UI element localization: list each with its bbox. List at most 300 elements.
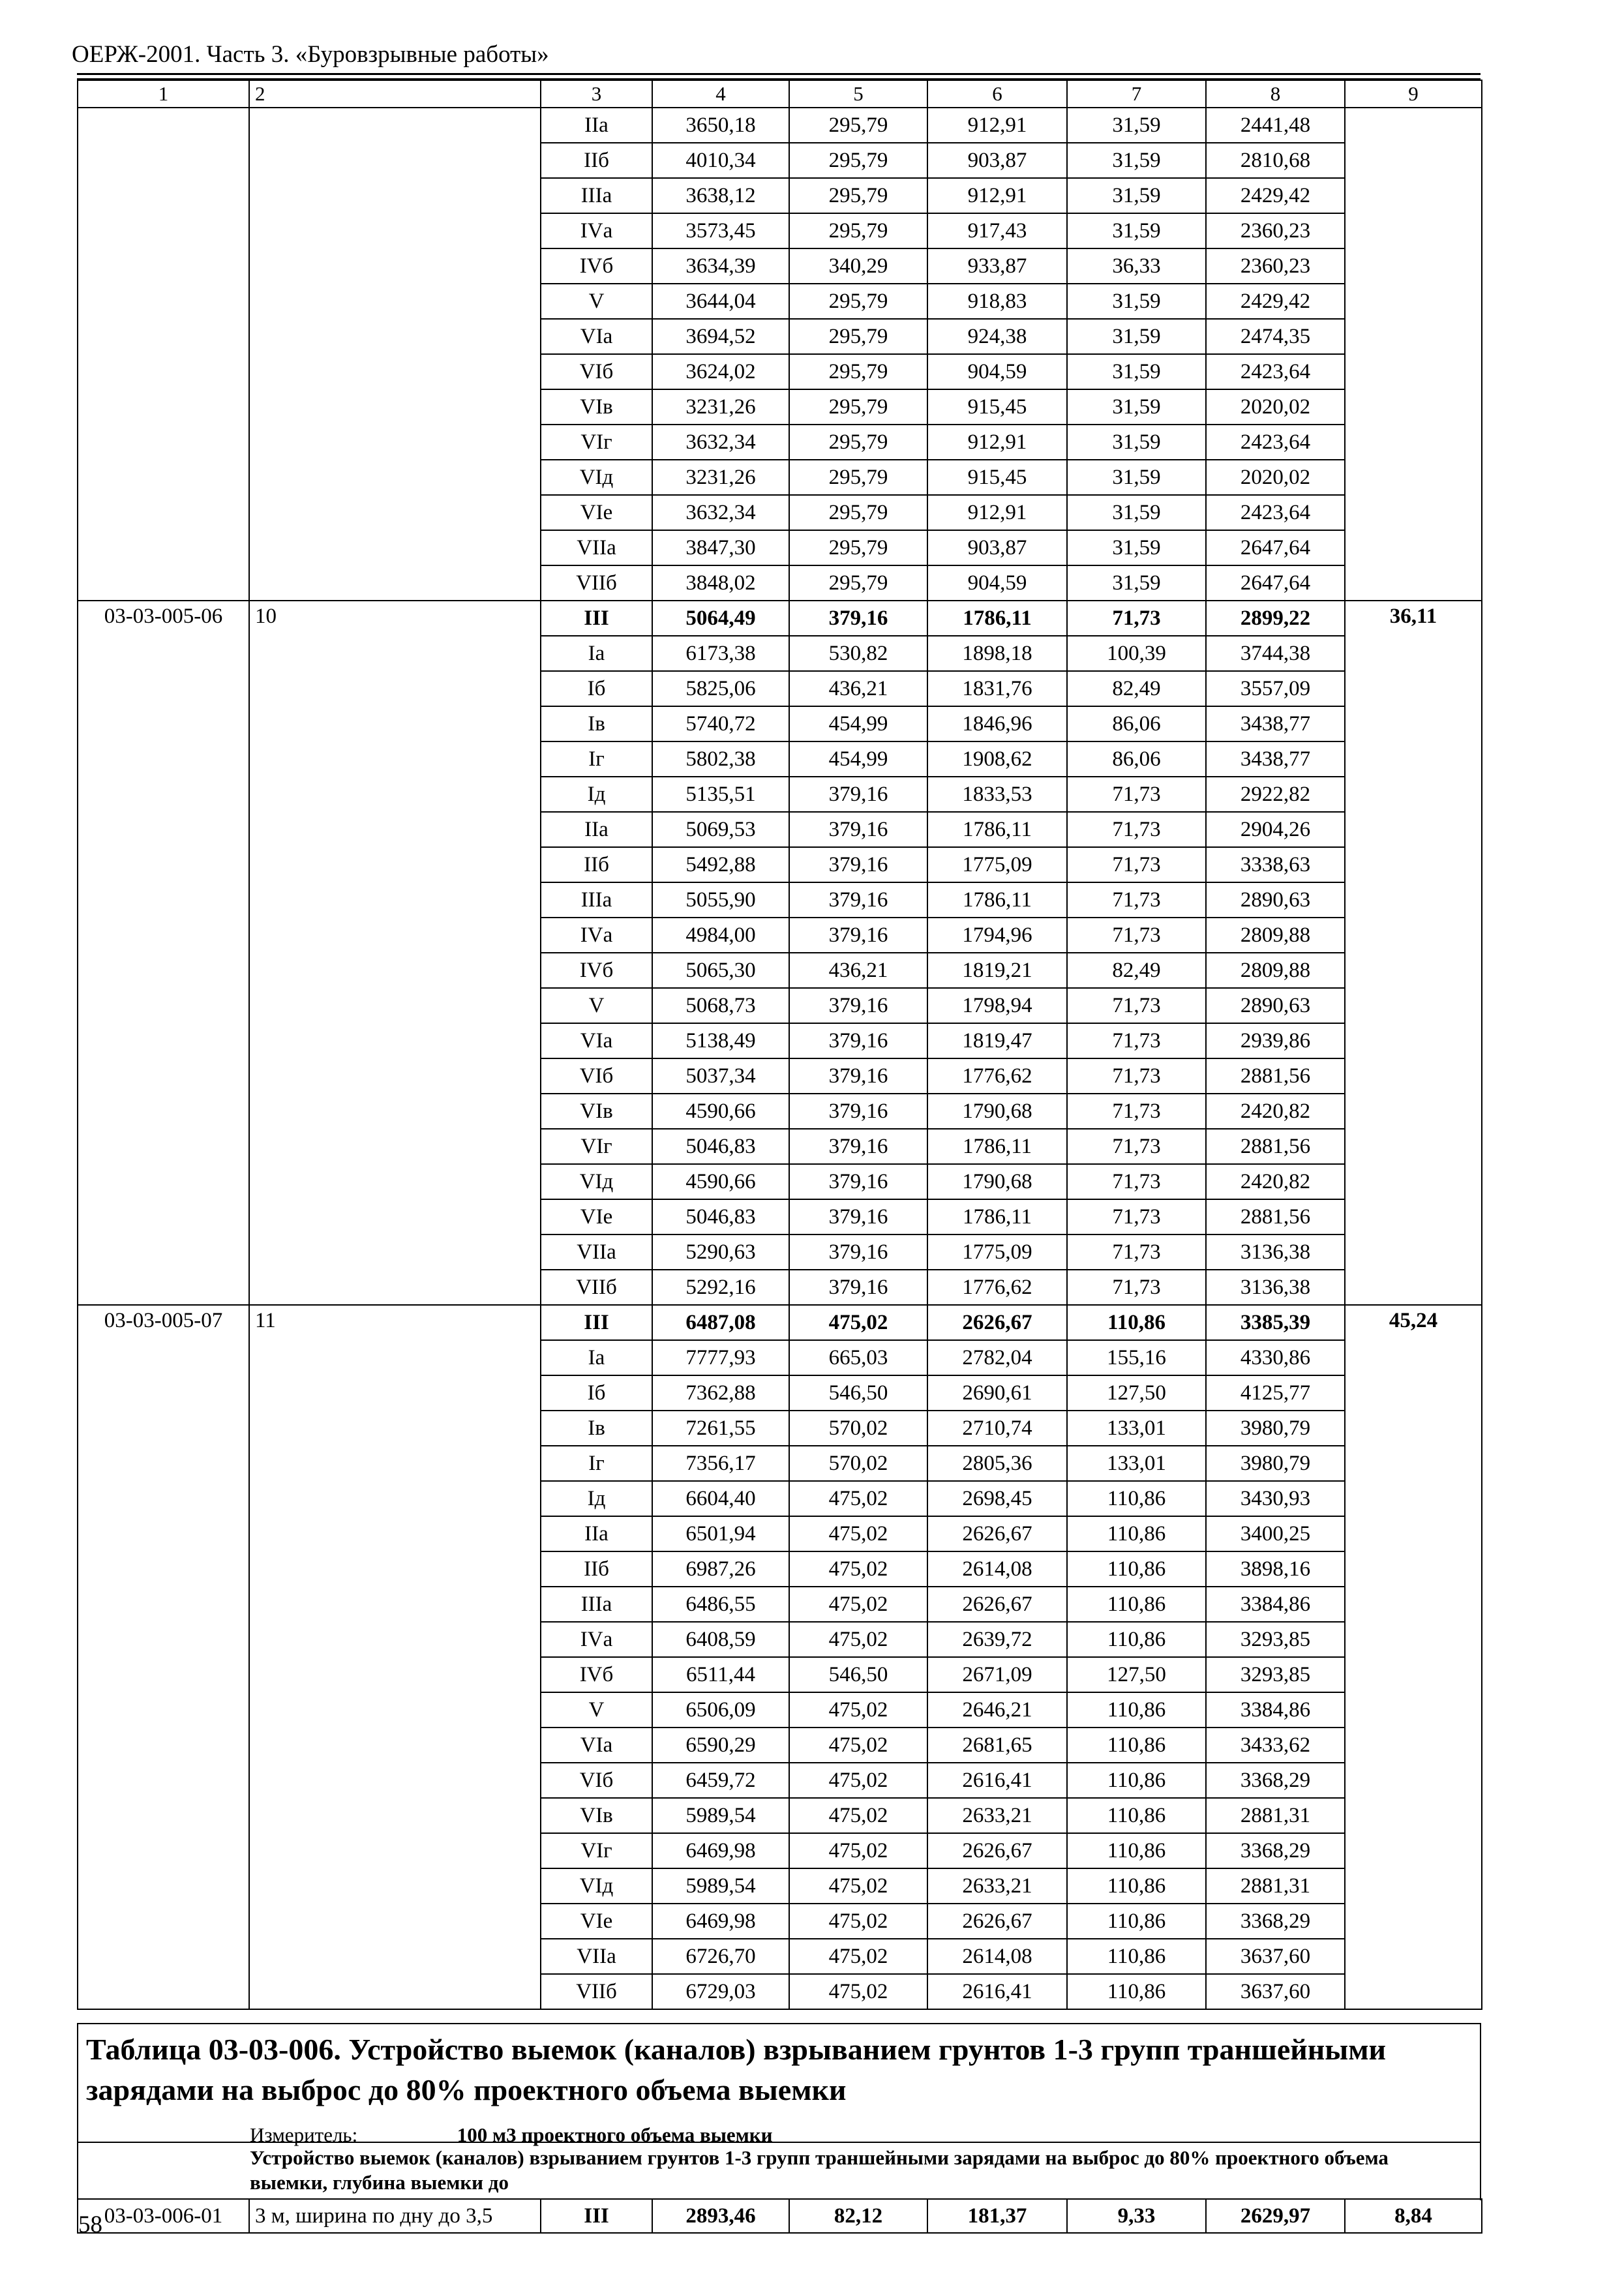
- row-zone: VIв: [541, 1094, 652, 1129]
- row-value: 5055,90: [652, 882, 789, 918]
- row-value: 3637,60: [1206, 1974, 1345, 2009]
- table-row: [78, 495, 1482, 530]
- row-name: 11: [249, 1305, 541, 1340]
- row-value: 2474,35: [1206, 319, 1345, 354]
- row-code-empty: [78, 1375, 249, 1411]
- row-value: 5138,49: [652, 1023, 789, 1058]
- row-value: 2626,67: [927, 1516, 1067, 1551]
- row-value: 295,79: [789, 143, 927, 178]
- table-row: [78, 1094, 1482, 1129]
- row-value: 2429,42: [1206, 284, 1345, 319]
- row-value: 6487,08: [652, 1305, 789, 1340]
- row-name-empty: [249, 1939, 541, 1974]
- row-value: 1786,11: [927, 1129, 1067, 1164]
- row-value: 71,73: [1067, 1164, 1206, 1199]
- unit-value: 100 м3 проектного объема выемки: [457, 2123, 773, 2146]
- row-value-empty: [1345, 1270, 1482, 1305]
- row-zone: VIв: [541, 1798, 652, 1833]
- row-value: 3368,29: [1206, 1763, 1345, 1798]
- row-value: 912,91: [927, 178, 1067, 213]
- table-006-description: [77, 2142, 1481, 2200]
- table-row: [78, 1551, 1482, 1587]
- row-value: 3231,26: [652, 389, 789, 425]
- table-row: [78, 1904, 1482, 1939]
- row-zone: V: [541, 284, 652, 319]
- row-code-empty: [78, 1622, 249, 1657]
- row-name-empty: [249, 1587, 541, 1622]
- row-value: 295,79: [789, 213, 927, 248]
- row-name-empty: [249, 248, 541, 284]
- row-value: 31,59: [1067, 425, 1206, 460]
- row-name-empty: [249, 847, 541, 882]
- table-row: [78, 812, 1482, 847]
- row-value-empty: [1345, 1728, 1482, 1763]
- column-number: 4: [652, 80, 789, 108]
- row-value-empty: [1345, 1516, 1482, 1551]
- row-value: 2881,31: [1206, 1868, 1345, 1904]
- row-value: 5989,54: [652, 1798, 789, 1833]
- table-row: [78, 1833, 1482, 1868]
- running-header: ОЕРЖ-2001. Часть 3. «Буровзрывные работы»: [72, 41, 549, 68]
- row-value-empty: [1345, 1551, 1482, 1587]
- row-value: 295,79: [789, 530, 927, 565]
- row-value: 3898,16: [1206, 1551, 1345, 1587]
- row-value: 71,73: [1067, 1129, 1206, 1164]
- row-value: 110,86: [1067, 1622, 1206, 1657]
- row-zone: VIе: [541, 1904, 652, 1939]
- row-name-empty: [249, 495, 541, 530]
- table-row: [78, 143, 1482, 178]
- row-code-empty: [78, 636, 249, 671]
- table-row: [78, 741, 1482, 777]
- row-code-empty: [78, 1129, 249, 1164]
- row-value: 3638,12: [652, 178, 789, 213]
- table-row: [78, 1657, 1482, 1692]
- row-code-empty: [78, 953, 249, 988]
- row-code-empty: [78, 1798, 249, 1833]
- row-value: 2420,82: [1206, 1094, 1345, 1129]
- table-row: [78, 1305, 1482, 1340]
- row-value: 3384,86: [1206, 1587, 1345, 1622]
- row-value: 3634,39: [652, 248, 789, 284]
- row-code-empty: [78, 248, 249, 284]
- row-value: 36,33: [1067, 248, 1206, 284]
- row-value: 31,59: [1067, 143, 1206, 178]
- row-value: 86,06: [1067, 706, 1206, 741]
- row-value: 2429,42: [1206, 178, 1345, 213]
- row-value: 6469,98: [652, 1904, 789, 1939]
- row-name-empty: [249, 319, 541, 354]
- row-value: 7261,55: [652, 1411, 789, 1446]
- row-value: 2616,41: [927, 1974, 1067, 2009]
- table-row: [78, 565, 1482, 601]
- table-row: [78, 1411, 1482, 1446]
- row-value: 933,87: [927, 248, 1067, 284]
- row-name-empty: [249, 1481, 541, 1516]
- row-zone: IIIа: [541, 882, 652, 918]
- row-code-empty: [78, 1058, 249, 1094]
- row-value: 295,79: [789, 495, 927, 530]
- row-value: 2681,65: [927, 1728, 1067, 1763]
- row-value: 379,16: [789, 777, 927, 812]
- row-value: 912,91: [927, 495, 1067, 530]
- row-value-empty: [1345, 1974, 1482, 2009]
- row-value: 2423,64: [1206, 495, 1345, 530]
- row-value: 110,86: [1067, 1868, 1206, 1904]
- row-value: 3557,09: [1206, 671, 1345, 706]
- row-value-empty: [1345, 108, 1482, 143]
- row-value: 918,83: [927, 284, 1067, 319]
- row-value: 6173,38: [652, 636, 789, 671]
- row-value-empty: [1345, 1692, 1482, 1728]
- row-value: 31,59: [1067, 495, 1206, 530]
- table-row: [78, 1939, 1482, 1974]
- row-value: 8,84: [1345, 2199, 1482, 2233]
- row-value-empty: [1345, 741, 1482, 777]
- row-value: 379,16: [789, 847, 927, 882]
- row-value: 82,49: [1067, 953, 1206, 988]
- row-zone: Iг: [541, 1446, 652, 1481]
- row-zone: IIа: [541, 108, 652, 143]
- column-number: 7: [1067, 80, 1206, 108]
- row-zone: IVб: [541, 953, 652, 988]
- row-value: 2441,48: [1206, 108, 1345, 143]
- row-code-empty: [78, 671, 249, 706]
- row-value: 546,50: [789, 1375, 927, 1411]
- row-value: 71,73: [1067, 1023, 1206, 1058]
- row-value-empty: [1345, 460, 1482, 495]
- row-value: 2881,56: [1206, 1199, 1345, 1234]
- row-value: 379,16: [789, 882, 927, 918]
- row-value: 110,86: [1067, 1481, 1206, 1516]
- row-value: 379,16: [789, 918, 927, 953]
- row-zone: IIб: [541, 1551, 652, 1587]
- table-row: [78, 1622, 1482, 1657]
- row-value: 2698,45: [927, 1481, 1067, 1516]
- row-code-empty: [78, 1164, 249, 1199]
- row-value: 3384,86: [1206, 1692, 1345, 1728]
- row-value-empty: [1345, 389, 1482, 425]
- column-number: 6: [927, 80, 1067, 108]
- row-value: 475,02: [789, 1763, 927, 1798]
- row-value: 31,59: [1067, 178, 1206, 213]
- row-value: 295,79: [789, 389, 927, 425]
- row-value: 1819,21: [927, 953, 1067, 988]
- row-value: 7777,93: [652, 1340, 789, 1375]
- row-value: 295,79: [789, 284, 927, 319]
- row-code-empty: [78, 530, 249, 565]
- row-value-empty: [1345, 1798, 1482, 1833]
- row-zone: VIб: [541, 1058, 652, 1094]
- row-value: 5046,83: [652, 1199, 789, 1234]
- row-value: 3694,52: [652, 319, 789, 354]
- row-value: 71,73: [1067, 847, 1206, 882]
- row-code-empty: [78, 1833, 249, 1868]
- row-code-empty: [78, 1023, 249, 1058]
- row-code-empty: [78, 918, 249, 953]
- row-zone: IIа: [541, 812, 652, 847]
- row-value: 475,02: [789, 1481, 927, 1516]
- row-value: 127,50: [1067, 1375, 1206, 1411]
- table-row: [78, 1974, 1482, 2009]
- row-zone: IVа: [541, 918, 652, 953]
- row-name-empty: [249, 1974, 541, 2009]
- row-value-empty: [1345, 671, 1482, 706]
- row-value: 1786,11: [927, 812, 1067, 847]
- row-value: 5068,73: [652, 988, 789, 1023]
- row-value: 1898,18: [927, 636, 1067, 671]
- row-value: 3136,38: [1206, 1234, 1345, 1270]
- row-zone: VIд: [541, 1868, 652, 1904]
- row-code: 03-03-005-07: [78, 1305, 249, 1340]
- row-value: 379,16: [789, 601, 927, 636]
- row-value: 31,59: [1067, 108, 1206, 143]
- row-value: 295,79: [789, 425, 927, 460]
- row-zone: VIб: [541, 1763, 652, 1798]
- row-value: 2614,08: [927, 1939, 1067, 1974]
- row-zone: VIд: [541, 1164, 652, 1199]
- row-value: 110,86: [1067, 1728, 1206, 1763]
- row-value: 4590,66: [652, 1094, 789, 1129]
- row-code-empty: [78, 284, 249, 319]
- column-number: 2: [249, 80, 541, 108]
- row-code-empty: [78, 143, 249, 178]
- row-zone: IVб: [541, 248, 652, 284]
- row-zone: VIе: [541, 1199, 652, 1234]
- row-value: 915,45: [927, 460, 1067, 495]
- row-value: 379,16: [789, 1129, 927, 1164]
- row-value-empty: [1345, 565, 1482, 601]
- row-value: 436,21: [789, 953, 927, 988]
- table-006-header: [77, 2023, 1481, 2153]
- row-code-empty: [78, 1094, 249, 1129]
- row-value: 5492,88: [652, 847, 789, 882]
- row-value-empty: [1345, 143, 1482, 178]
- row-zone: IIа: [541, 1516, 652, 1551]
- row-zone: VIд: [541, 460, 652, 495]
- row-name-empty: [249, 1833, 541, 1868]
- row-value: 3644,04: [652, 284, 789, 319]
- row-code-empty: [78, 1481, 249, 1516]
- row-name-empty: [249, 460, 541, 495]
- row-value: 3847,30: [652, 530, 789, 565]
- row-value: 912,91: [927, 108, 1067, 143]
- row-code-empty: [78, 812, 249, 847]
- row-value-empty: [1345, 636, 1482, 671]
- row-code-empty: [78, 706, 249, 741]
- column-number: 1: [78, 80, 249, 108]
- column-number: 5: [789, 80, 927, 108]
- row-value: 2939,86: [1206, 1023, 1345, 1058]
- table-row: [78, 530, 1482, 565]
- row-value: 7356,17: [652, 1446, 789, 1481]
- row-zone: IVа: [541, 213, 652, 248]
- row-value: 2629,97: [1206, 2199, 1345, 2233]
- row-value: 3980,79: [1206, 1446, 1345, 1481]
- row-value: 1794,96: [927, 918, 1067, 953]
- row-value: 3293,85: [1206, 1622, 1345, 1657]
- row-code-empty: [78, 1234, 249, 1270]
- row-name-empty: [249, 777, 541, 812]
- row-value: 475,02: [789, 1868, 927, 1904]
- table-row: [78, 2199, 1482, 2233]
- row-value: 2671,09: [927, 1657, 1067, 1692]
- row-name-empty: [249, 1199, 541, 1234]
- row-value: 379,16: [789, 1094, 927, 1129]
- table-row: [78, 319, 1482, 354]
- row-zone: V: [541, 988, 652, 1023]
- row-value-empty: [1345, 1657, 1482, 1692]
- row-value-empty: [1345, 1622, 1482, 1657]
- row-value: 379,16: [789, 1270, 927, 1305]
- row-zone: VIе: [541, 495, 652, 530]
- row-name-empty: [249, 1234, 541, 1270]
- row-name-empty: [249, 1375, 541, 1411]
- row-name-empty: [249, 1023, 541, 1058]
- row-value: 5135,51: [652, 777, 789, 812]
- row-value: 2423,64: [1206, 425, 1345, 460]
- row-value: 36,11: [1345, 601, 1482, 636]
- row-value: 2626,67: [927, 1833, 1067, 1868]
- table-row: [78, 460, 1482, 495]
- table-row: [78, 1516, 1482, 1551]
- row-value: 915,45: [927, 389, 1067, 425]
- row-value: 6590,29: [652, 1728, 789, 1763]
- row-value: 31,59: [1067, 460, 1206, 495]
- table-row: [78, 988, 1482, 1023]
- table-row: [78, 1692, 1482, 1728]
- row-value: 5292,16: [652, 1270, 789, 1305]
- row-value-empty: [1345, 425, 1482, 460]
- row-value: 110,86: [1067, 1798, 1206, 1833]
- row-value: 924,38: [927, 319, 1067, 354]
- row-code-empty: [78, 495, 249, 530]
- row-value: 379,16: [789, 1023, 927, 1058]
- row-name-empty: [249, 988, 541, 1023]
- row-value: 379,16: [789, 1234, 927, 1270]
- table-row: [78, 777, 1482, 812]
- row-value: 110,86: [1067, 1692, 1206, 1728]
- row-value: 110,86: [1067, 1833, 1206, 1868]
- row-value: 100,39: [1067, 636, 1206, 671]
- row-value: 31,59: [1067, 319, 1206, 354]
- column-number: 8: [1206, 80, 1345, 108]
- row-zone: VIа: [541, 1728, 652, 1763]
- row-zone: IIб: [541, 847, 652, 882]
- row-zone: Iд: [541, 1481, 652, 1516]
- row-zone: VIIа: [541, 530, 652, 565]
- row-value: 475,02: [789, 1587, 927, 1622]
- row-value: 4590,66: [652, 1164, 789, 1199]
- row-value: 2646,21: [927, 1692, 1067, 1728]
- row-value: 475,02: [789, 1516, 927, 1551]
- row-name-empty: [249, 565, 541, 601]
- table-row: [78, 284, 1482, 319]
- row-name-empty: [249, 108, 541, 143]
- row-value: 5989,54: [652, 1868, 789, 1904]
- row-value: 2647,64: [1206, 530, 1345, 565]
- table-006-rows: [77, 2198, 1482, 2234]
- row-name-empty: [249, 1763, 541, 1798]
- table-row: [78, 425, 1482, 460]
- row-value: 5037,34: [652, 1058, 789, 1094]
- row-zone: Iа: [541, 1340, 652, 1375]
- row-value: 2805,36: [927, 1446, 1067, 1481]
- row-value: 904,59: [927, 354, 1067, 389]
- row-value: 2710,74: [927, 1411, 1067, 1446]
- row-value-empty: [1345, 284, 1482, 319]
- table-row: [78, 918, 1482, 953]
- table-row: [78, 636, 1482, 671]
- row-value: 1786,11: [927, 601, 1067, 636]
- row-value: 82,12: [789, 2199, 927, 2233]
- table-row: [78, 213, 1482, 248]
- row-value: 71,73: [1067, 1058, 1206, 1094]
- row-value: 1786,11: [927, 1199, 1067, 1234]
- row-value: 570,02: [789, 1411, 927, 1446]
- row-zone: Iб: [541, 1375, 652, 1411]
- row-value: 2809,88: [1206, 953, 1345, 988]
- row-value: 1819,47: [927, 1023, 1067, 1058]
- row-value: 1776,62: [927, 1058, 1067, 1094]
- row-value: 1775,09: [927, 1234, 1067, 1270]
- row-value: 454,99: [789, 741, 927, 777]
- row-value: 31,59: [1067, 213, 1206, 248]
- row-value-empty: [1345, 213, 1482, 248]
- row-zone: VIб: [541, 354, 652, 389]
- row-value: 1846,96: [927, 706, 1067, 741]
- row-value: 181,37: [927, 2199, 1067, 2233]
- row-code-empty: [78, 777, 249, 812]
- row-name-empty: [249, 1340, 541, 1375]
- row-code-empty: [78, 1516, 249, 1551]
- table-row: [78, 1446, 1482, 1481]
- row-value: 71,73: [1067, 1199, 1206, 1234]
- row-value-empty: [1345, 1587, 1482, 1622]
- row-code-empty: [78, 319, 249, 354]
- row-value: 2616,41: [927, 1763, 1067, 1798]
- row-value: 1775,09: [927, 847, 1067, 882]
- row-value-empty: [1345, 1481, 1482, 1516]
- row-value: 2626,67: [927, 1305, 1067, 1340]
- row-value: 71,73: [1067, 918, 1206, 953]
- table-row: [78, 1728, 1482, 1763]
- row-value: 5290,63: [652, 1234, 789, 1270]
- row-value: 475,02: [789, 1904, 927, 1939]
- row-value: 6486,55: [652, 1587, 789, 1622]
- row-value: 295,79: [789, 319, 927, 354]
- table-row: [78, 1129, 1482, 1164]
- row-value: 3744,38: [1206, 636, 1345, 671]
- row-name-empty: [249, 1728, 541, 1763]
- row-zone: VIг: [541, 1129, 652, 1164]
- row-name-empty: [249, 1058, 541, 1094]
- row-value-empty: [1345, 1129, 1482, 1164]
- row-value: 2420,82: [1206, 1164, 1345, 1199]
- row-value: 295,79: [789, 460, 927, 495]
- row-value: 1790,68: [927, 1164, 1067, 1199]
- row-value: 379,16: [789, 988, 927, 1023]
- row-value: 6408,59: [652, 1622, 789, 1657]
- row-name-empty: [249, 1904, 541, 1939]
- row-value: 379,16: [789, 1199, 927, 1234]
- row-value: 71,73: [1067, 777, 1206, 812]
- row-value: 3624,02: [652, 354, 789, 389]
- row-value: 1776,62: [927, 1270, 1067, 1305]
- table-row: [78, 706, 1482, 741]
- row-value: 5740,72: [652, 706, 789, 741]
- header-rule: [77, 73, 1481, 75]
